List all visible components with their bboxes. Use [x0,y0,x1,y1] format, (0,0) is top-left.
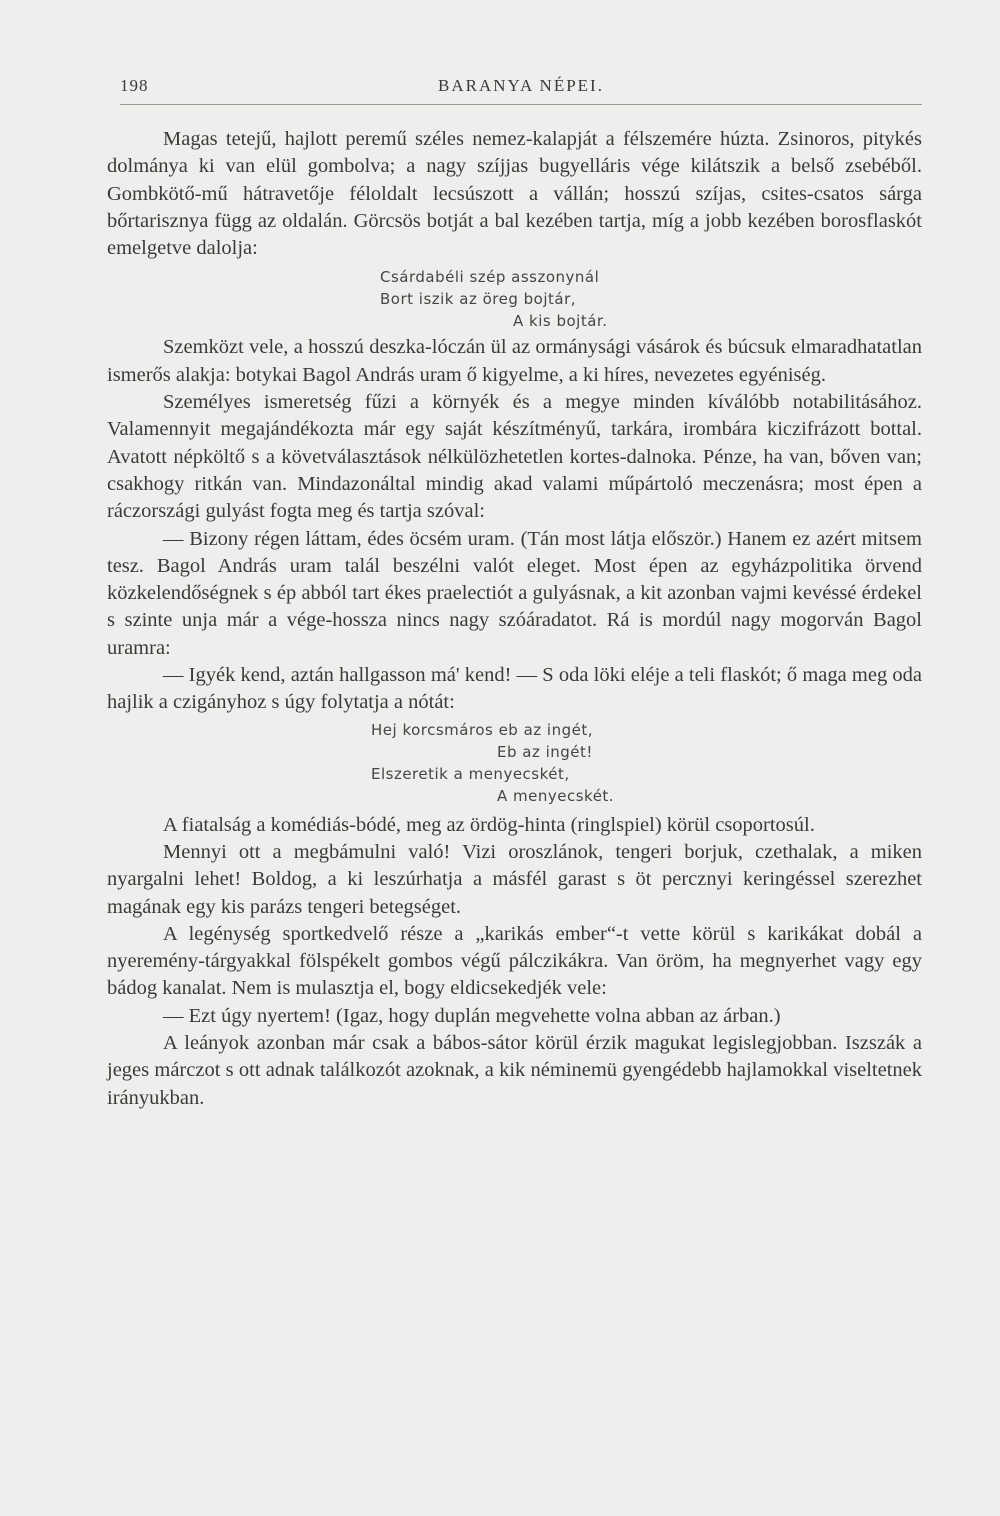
verse-line: Eb az ingét! [497,742,593,761]
paragraph: Magas tetejű, hajlott peremű széles nemez-kalapját a félszemére húzta. Zsinoros, pitykés dolmánya ki van elül gombolva; a nagy szíjjas bugyelláris vége kilátszik a belső zsebéből. Gombkötő-mű hátravetője féloldalt lecsúszott a vállán; hosszú szíjas, csites-csatos sárga bőrtarisznya függ az oldalán. Görcsös botját a bal kezében tartja, míg a jobb kezében borosflaskót emelgetve dalolja: [107,128,922,260]
paragraph: Mennyi ott a megbámulni való! Vizi oroszlánok, tengeri borjuk, czethalak, a miken nyargalni lehet! Boldog, a ki leszúrhatja a másfél garast s öt percznyi keringéssel szerezhet magának egy kis parázs tengeri betegséget. [107,840,922,918]
verse-line: A kis bojtár. [513,312,608,331]
verse-line: Csárdabéli szép asszonynál [380,268,600,287]
page-header [120,74,922,105]
body-text [107,126,922,1112]
paragraph: Szemközt vele, a hosszú deszka-lóczán ül az ormánysági vásárok és búcsuk elmaradhatatlan ismerős alakja: botykai Bagol András uram ő kigyelme, a ki híres, nevezetes egyéniség. [107,336,922,386]
verse-line: A menyecskét. [497,786,615,805]
paragraph: — Igyék kend, aztán hallgasson má' kend! — S oda löki eléje a teli flaskót; ő maga meg oda hajlik a czigányhoz s úgy folytatja a nótát: [107,664,922,714]
paragraph: A legénység sportkedvelő része a „karikás ember“-t vette körül s karikákat dobál a nyeremény-tárgyakkal fölspékelt gombos végű pálczikákra. Van öröm, ha megnyerhet vagy egy bádog kanalat. Nem is mulasztja el, bogy eldicsekedjék vele: [107,922,922,1000]
paragraph: — Bizony régen láttam, édes öcsém uram. (Tán most látja először.) Hanem ez azért mitsem tesz. Bagol András uram talál beszélni valót eleget. Most épen az egyházpolitika örvend közkelendőségnek s ép abból tart ékes praelectiót a gulyásnak, a kit azonban vajmi kevéssé érdekel s szinte unja már a vége-hossza nincs nagy szóáradatot. Rá is mordúl nagy mogorván Bagol uramra: [107,527,922,659]
paragraph: Személyes ismeretség fűzi a környék és a megye minden kíválóbb notabilitásához. Valamennyit megajándékozta már egy saját készítményű, tarkára, irombára kiczifrázott bottal. Avatott népköltő s a követválasztások nélkülözhetetlen kortes-dalnoka. Pénze, ha van, bőven van; csakhogy ritkán van. Mindazonáltal mindig akad valami műpártoló meczenásra; most épen a ráczországi gulyást fogta meg és tartja szóval: [107,391,922,523]
paragraph: A fiatalság a komédiás-bódé, meg az ördög-hinta (ringlspiel) körül csoportosúl. [163,813,815,836]
song-verse [107,266,922,332]
verse-line: Hej korcsmáros eb az ingét, [371,720,593,739]
verse-line: Elszeretik a menyecskét, [371,764,570,783]
running-title: BARANYA NÉPEI. [438,76,604,95]
paragraph: — Ezt úgy nyertem! (Igaz, hogy duplán megvehette volna abban az árban.) [163,1004,781,1027]
song-verse [107,719,922,807]
page-number: 198 [120,76,149,95]
verse-line: Bort iszik az öreg bojtár, [380,290,577,309]
paragraph: A leányok azonban már csak a bábos-sátor körül érzik magukat legislegjobban. Iszszák a jeges márczot s ott adnak találkozót azoknak, a kik néminemü gyengédebb hajlamokkal viseltetnek irányukban. [107,1032,922,1109]
